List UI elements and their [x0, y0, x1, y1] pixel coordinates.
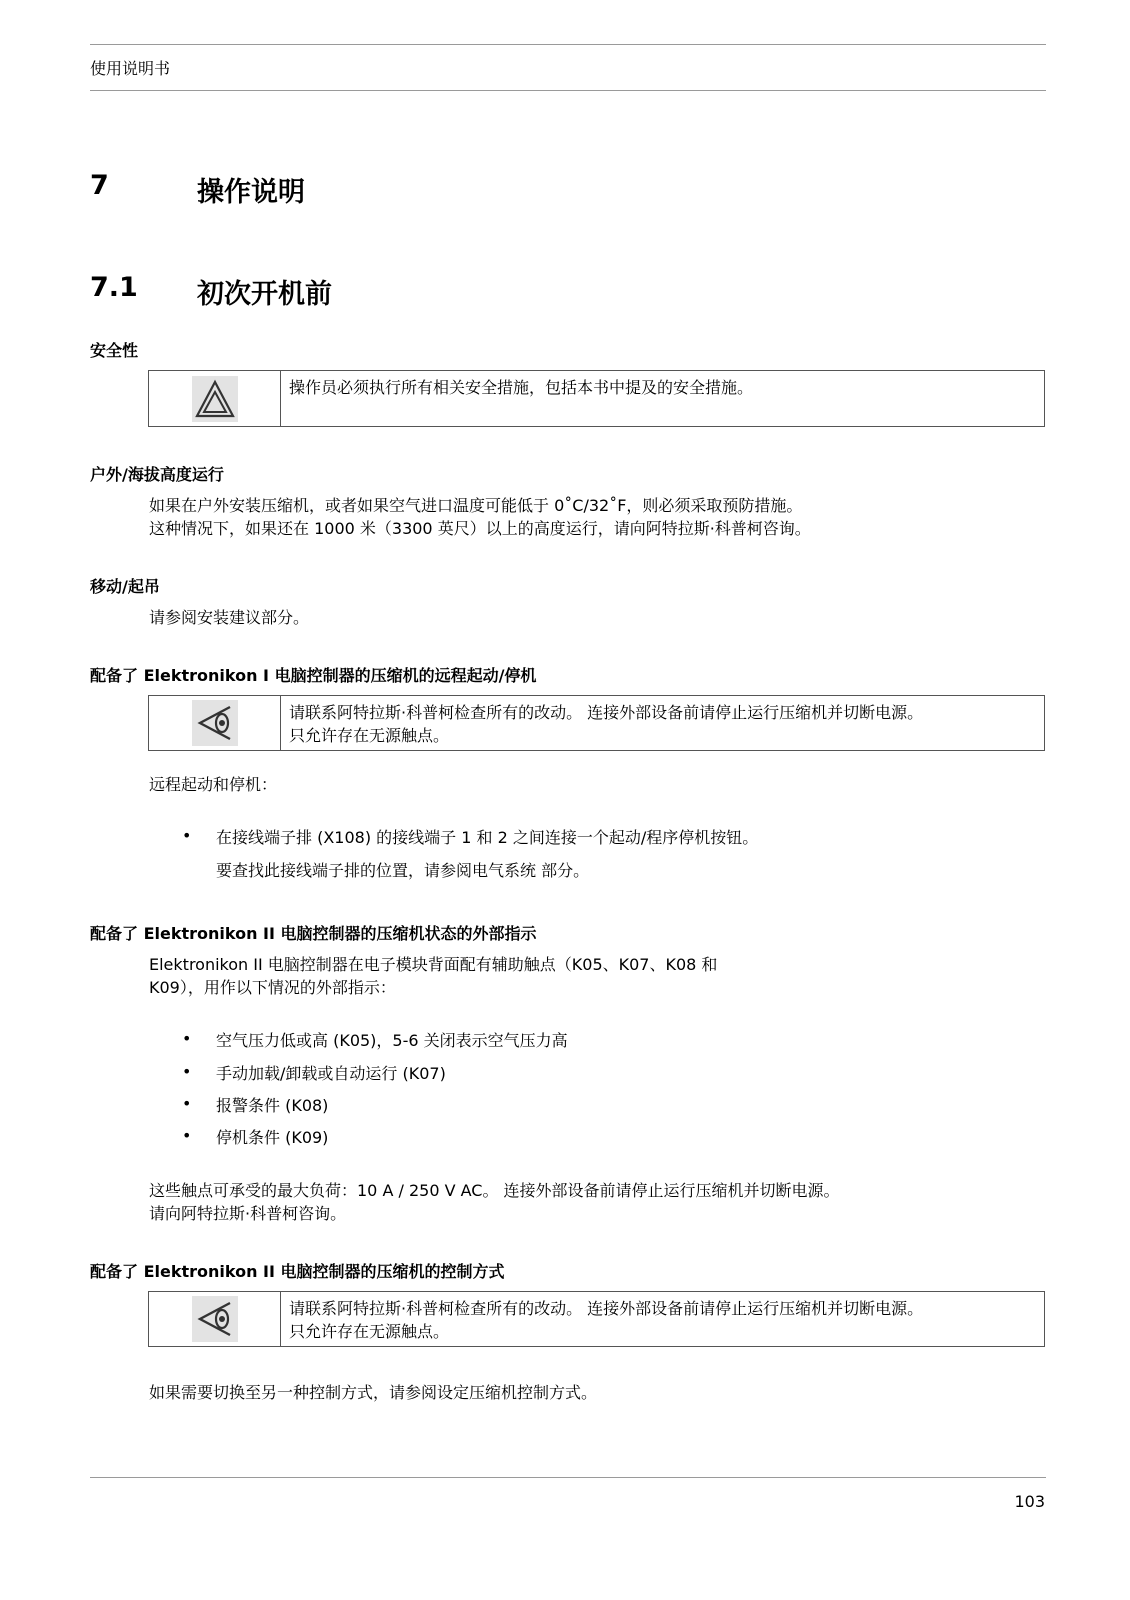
remote-note-line-2: 只允许存在无源触点。 [289, 726, 450, 745]
bullet-mark: • [182, 1062, 192, 1081]
remote-note-box [148, 695, 1045, 751]
status-heading: 配备了 Elektronikon II 电脑控制器的压缩机状态的外部指示 [90, 924, 537, 943]
status-intro-line-1: Elektronikon II 电脑控制器在电子模块背面配有辅助触点（K05、K07、K08 和 [149, 955, 718, 974]
status-item: 报警条件 (K08) [216, 1096, 329, 1115]
warning-triangle-icon [192, 376, 238, 422]
status-footer-line-2: 请向阿特拉斯·科普柯咨询。 [149, 1204, 347, 1223]
lifting-heading: 移动/起吊 [90, 577, 160, 596]
safety-icon-cell [149, 371, 281, 426]
bullet-mark: • [182, 1029, 192, 1048]
chapter-title: 操作说明 [197, 177, 305, 208]
status-item: 空气压力低或高 (K05)，5-6 关闭表示空气压力高 [216, 1031, 568, 1050]
lifting-text: 请参阅安装建议部分。 [149, 608, 310, 627]
eye-icon [192, 700, 238, 746]
remote-note-line-1: 请联系阿特拉斯·科普柯检查所有的改动。 连接外部设备前请停止运行压缩机并切断电源。 [289, 703, 924, 722]
remote-bullet-1-sub: 要查找此接线端子排的位置，请参阅电气系统 部分。 [216, 861, 590, 880]
bullet-mark: • [182, 1094, 192, 1113]
bullet-mark: • [182, 1126, 192, 1145]
remote-heading: 配备了 Elektronikon I 电脑控制器的压缩机的远程起动/停机 [90, 666, 537, 685]
header-bottom-rule [90, 90, 1046, 91]
bullet-mark: • [182, 826, 192, 845]
control-text: 如果需要切换至另一种控制方式，请参阅设定压缩机控制方式。 [149, 1383, 598, 1402]
footer-rule [90, 1477, 1046, 1478]
section-number: 7.1 [90, 272, 138, 303]
remote-icon-cell [149, 696, 281, 750]
remote-bullet-1: 在接线端子排 (X108) 的接线端子 1 和 2 之间连接一个起动/程序停机按钮。 [216, 828, 759, 847]
safety-warning-box [148, 370, 1045, 427]
section-title: 初次开机前 [197, 279, 332, 310]
status-intro-line-2: K09），用作以下情况的外部指示： [149, 978, 396, 997]
outdoor-line-1: 如果在户外安装压缩机，或者如果空气进口温度可能低于 0˚C/32˚F，则必须采取预防措施。 [149, 496, 803, 515]
control-heading: 配备了 Elektronikon II 电脑控制器的压缩机的控制方式 [90, 1262, 505, 1281]
chapter-number: 7 [90, 170, 109, 201]
page-number: 103 [1014, 1492, 1045, 1511]
outdoor-line-2: 这种情况下，如果还在 1000 米（3300 英尺）以上的高度运行，请向阿特拉斯·科普柯咨询。 [149, 519, 811, 538]
control-icon-cell [149, 1292, 281, 1346]
status-footer-line-1: 这些触点可承受的最大负荷：10 A / 250 V AC。 连接外部设备前请停止运行压缩机并切断电源。 [149, 1181, 840, 1200]
status-item: 手动加载/卸载或自动运行 (K07) [216, 1064, 446, 1083]
eye-icon [192, 1296, 238, 1342]
header-top-rule [90, 44, 1046, 45]
outdoor-heading: 户外/海拔高度运行 [90, 465, 224, 484]
control-note-box [148, 1291, 1045, 1347]
control-note-text [289, 1297, 1034, 1343]
status-item: 停机条件 (K09) [216, 1128, 329, 1147]
safety-heading: 安全性 [90, 341, 139, 360]
safety-warning-text: 操作员必须执行所有相关安全措施，包括本书中提及的安全措施。 [289, 378, 754, 397]
remote-intro: 远程起动和停机： [149, 775, 278, 794]
control-note-line-2: 只允许存在无源触点。 [289, 1322, 450, 1341]
document-header-title: 使用说明书 [90, 59, 171, 78]
remote-note-text [289, 701, 1034, 747]
control-note-line-1: 请联系阿特拉斯·科普柯检查所有的改动。 连接外部设备前请停止运行压缩机并切断电源。 [289, 1299, 924, 1318]
